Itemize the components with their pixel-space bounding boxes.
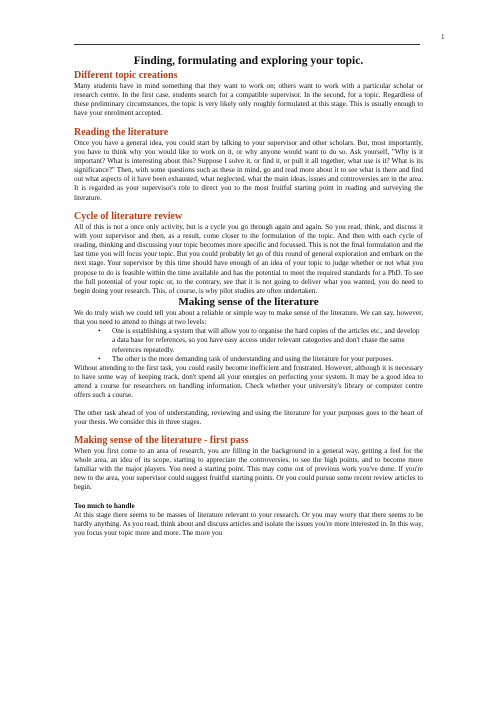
list-item	[98, 327, 423, 354]
paragraph-first-pass: When you first come to an area of research, you are filling in the background in a general way, getting a feel for the whole area, an idea of its scope, starting to appreciate the controversies, to see the high points, and to become more familiar with the major players. You need a starting point. This may come out of previous work you've done. If you're new to the area, your supervisor could suggest fruitful starting points. Or you could pursue some recent review articles to begin.	[74, 446, 423, 492]
paragraph-making-sense-2: Without attending to the first task, you could easily become inefficient and frustrated. However, although it is necessary to have some way of keeping track, don't spend all your energies on perfecting your system. It may be a good idea to attend a course for researchers on handling information. Check whether your university's library or computer centre offers such a course.	[74, 363, 423, 400]
section-heading-first-pass: Making sense of the literature - first pass	[74, 434, 249, 446]
bullet-list	[74, 327, 423, 364]
section-heading-topic-creations: Different topic creations	[74, 70, 178, 81]
subheading-too-much: Too much to handle	[74, 501, 135, 510]
document-title: Finding, formulating and exploring your topic.	[133, 55, 364, 67]
header-rule	[74, 44, 420, 45]
bullet-icon: •	[98, 327, 101, 336]
list-item	[98, 354, 423, 364]
page-number: 1	[441, 33, 445, 41]
list-item-text: One is establishing a system that will allow you to organise the hard copies of the articles etc., and develop a data base for references, so you have easy access under relevant categories and don't chase the same references repeatedly.	[112, 327, 420, 354]
paragraph-topic-creations: Many students have in mind something that they want to work on; others want to work with a particular scholar or research centre. In the first case, students search for a compatible supervisor. In the second, for a topic. Regardless of these preliminary circumstances, the topic is very likely only roughly formulated at this stage. This is usually enough to have your enrolment accepted.	[74, 82, 423, 118]
section-heading-reading: Reading the literature	[74, 126, 169, 138]
section-heading-making-sense: Making sense of the literature	[178, 295, 319, 308]
paragraph-making-sense-3: The other task ahead of you of understanding, reviewing and using the literature for your purposes goes to the heart of your thesis. We consider this in three stages.	[74, 408, 423, 426]
section-heading-cycle: Cycle of literature review	[74, 210, 183, 222]
document-body	[74, 54, 423, 538]
list-item-text: The other is the more demanding task of understanding and using the literature for your purposes.	[112, 354, 394, 363]
paragraph-too-much: At this stage there seems to be masses of literature relevant to your research. Or you may worry that there seems to be hardly anything. As you read, think about and discuss articles and isolate the issues you're more interested in. In this way, you focus your topic more and more. The more you	[74, 510, 423, 537]
paragraph-reading: Once you have a general idea, you could start by talking to your supervisor and other scholars. But, most importantly, you have to think why you would like to work on it, or why anyone would want to do so. Ask yourself, "Why is it important? What is interesting about this? Suppose I solve it, or find it, or pull it all together, what use is it? What is its significance?" Then, with some questions such as these in mind, go and read more about it to see what is there and find out what aspects of it have been exhausted, what neglected, what the main ideas, issues and controversies are in the area. It is regarded as your supervisor's role to direct you to the most fruitful starting point in reading and surveying the literature.	[74, 138, 423, 202]
paragraph-making-sense-intro: We do truly wish we could tell you about a reliable or simple way to make sense of the literature. We can say, however, that you need to attend to things at two levels:	[74, 308, 423, 327]
bullet-icon: •	[98, 354, 101, 363]
paragraph-cycle: All of this is not a once only activity, but is a cycle you go through again and again. So you read, think, and discuss it with your supervisor and then, as a result, come closer to the formulation of the topic. And then with each cycle of reading, thinking and discussing your topic becomes more specific and focussed. This is not the final formulation and the last time you will focus your topic. But you could probably let go of this round of general exploration and embark on the next stage. Your supervisor by this time should have enough of an idea of your topic to judge whether or not what you propose to do is feasible within the time available and has the potential to meet the required standards for a PhD. To see the full potential of your topic or, to the contrary, see that it is not going to deliver what you wanted, you do need to begin doing your research. This, of course, is why pilot studies are often undertaken.	[74, 222, 423, 295]
